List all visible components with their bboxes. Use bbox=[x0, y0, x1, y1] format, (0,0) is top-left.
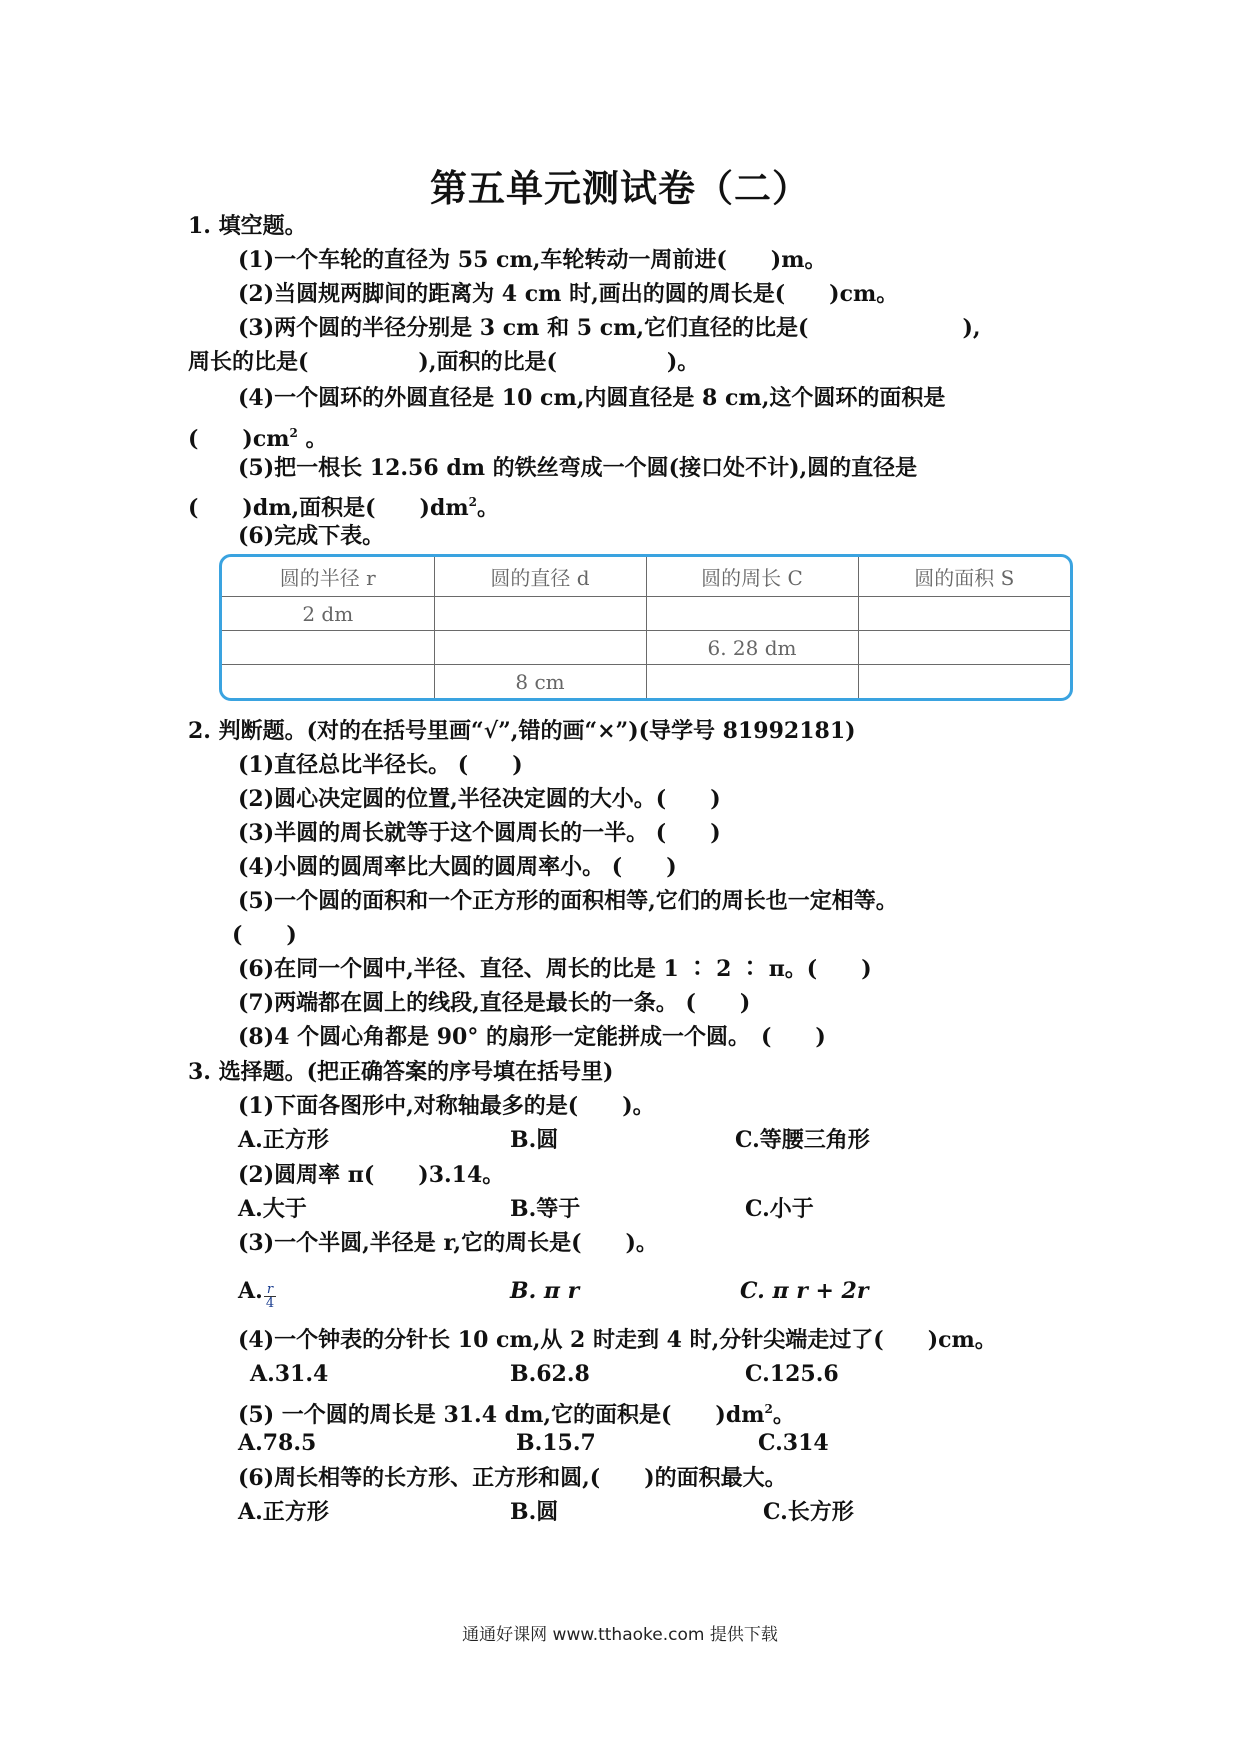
s2-question-1: (1)直径总比半径长。 ( ) bbox=[238, 752, 523, 778]
q5-text: (5) 一个圆的周长是 31.4 dm,它的面积是( )dm bbox=[238, 1402, 765, 1428]
section-1-heading: 1. 填空题。 bbox=[188, 213, 307, 239]
s2-question-6: (6)在同一个圆中,半径、直径、周长的比是 1 ∶ 2 ∶ π。( ) bbox=[238, 956, 872, 982]
s3-q3-option-a: A. bbox=[238, 1278, 263, 1304]
section-3-heading: 3. 选择题。(把正确答案的序号填在括号里) bbox=[188, 1059, 614, 1085]
s3-question-2: (2)圆周率 π( )3.14。 bbox=[238, 1162, 505, 1188]
s3-q4-option-c: C.125.6 bbox=[745, 1361, 839, 1387]
section-2-heading: 2. 判断题。(对的在括号里画“√”,错的画“×”)(导学号 81992181) bbox=[188, 718, 856, 744]
s2-question-3: (3)半圆的周长就等于这个圆周长的一半。 ( ) bbox=[238, 820, 721, 846]
circle-table bbox=[219, 554, 1073, 701]
table-cell bbox=[858, 665, 1070, 698]
table-cell: 6. 28 dm bbox=[646, 631, 858, 665]
table-cell bbox=[646, 665, 858, 698]
s3-q1-option-c: C.等腰三角形 bbox=[735, 1127, 870, 1153]
s1-question-5: (5)把一根长 12.56 dm 的铁丝弯成一个圆(接口处不计),圆的直径是 bbox=[238, 455, 918, 481]
s3-q5-option-b: B.15.7 bbox=[516, 1430, 596, 1456]
s2-question-5: (5)一个圆的面积和一个正方形的面积相等,它们的周长也一定相等。 bbox=[238, 888, 898, 914]
s1-question-3-cont: 周长的比是( ),面积的比是( )。 bbox=[188, 349, 700, 375]
s3-question-4: (4)一个钟表的分针长 10 cm,从 2 时走到 4 时,分针尖端走过了( )cm。 bbox=[238, 1327, 997, 1353]
s3-question-3: (3)一个半圆,半径是 r,它的周长是( )。 bbox=[238, 1230, 658, 1256]
s3-q6-option-b: B.圆 bbox=[510, 1499, 559, 1525]
s3-question-6: (6)周长相等的长方形、正方形和圆,( )的面积最大。 bbox=[238, 1465, 787, 1491]
s3-q3-fraction bbox=[264, 1283, 276, 1310]
table-cell bbox=[646, 597, 858, 631]
table-cell bbox=[434, 597, 646, 631]
s3-q6-option-a: A.正方形 bbox=[238, 1499, 329, 1525]
q5-superscript: 2 bbox=[764, 1402, 773, 1416]
table-header-row bbox=[222, 557, 1070, 597]
s3-q2-option-a: A.大于 bbox=[238, 1196, 307, 1222]
footer-source: 通通好课网 www.tthaoke.com 提供下载 bbox=[462, 1625, 778, 1645]
q5-end: 。 bbox=[476, 495, 499, 521]
s3-question-1: (1)下面各图形中,对称轴最多的是( )。 bbox=[238, 1093, 655, 1119]
s3-q2-option-b: B.等于 bbox=[510, 1196, 581, 1222]
s3-q3-option-c: C. π r + 2r bbox=[740, 1278, 869, 1304]
table-row bbox=[222, 597, 1070, 631]
table-header-cell: 圆的面积 S bbox=[858, 557, 1070, 597]
s3-q1-option-a: A.正方形 bbox=[238, 1127, 329, 1153]
table-cell bbox=[222, 665, 434, 698]
s1-question-3: (3)两个圆的半径分别是 3 cm 和 5 cm,它们直径的比是( ), bbox=[238, 315, 981, 341]
s3-question-5 bbox=[238, 1394, 795, 1430]
table-row bbox=[222, 665, 1070, 698]
s2-question-7: (7)两端都在圆上的线段,直径是最长的一条。 ( ) bbox=[238, 990, 751, 1016]
s1-question-4-cont bbox=[188, 418, 328, 454]
s1-question-2: (2)当圆规两脚间的距离为 4 cm 时,画出的圆的周长是( )cm。 bbox=[238, 281, 899, 307]
table-cell bbox=[858, 597, 1070, 631]
table-header-cell: 圆的周长 C bbox=[646, 557, 858, 597]
s1-question-4: (4)一个圆环的外圆直径是 10 cm,内圆直径是 8 cm,这个圆环的面积是 bbox=[238, 385, 946, 411]
fraction-denominator: 4 bbox=[265, 1296, 275, 1311]
q5-end: 。 bbox=[772, 1402, 795, 1428]
s3-q4-option-b: B.62.8 bbox=[510, 1361, 590, 1387]
s1-question-1: (1)一个车轮的直径为 55 cm,车轮转动一周前进( )m。 bbox=[238, 247, 827, 273]
q4-superscript: 2 bbox=[289, 426, 298, 440]
table-cell bbox=[222, 631, 434, 665]
s3-q6-option-c: C.长方形 bbox=[763, 1499, 854, 1525]
s3-q1-option-b: B.圆 bbox=[510, 1127, 559, 1153]
s2-question-5-cont: ( ) bbox=[232, 922, 297, 948]
table-cell bbox=[434, 631, 646, 665]
s3-q3-option-b: B. π r bbox=[510, 1278, 580, 1304]
s1-question-6: (6)完成下表。 bbox=[238, 523, 385, 549]
s3-q5-option-c: C.314 bbox=[758, 1430, 829, 1456]
page-title: 第五单元测试卷（二） bbox=[430, 167, 810, 210]
s2-question-2: (2)圆心决定圆的位置,半径决定圆的大小。( ) bbox=[238, 786, 721, 812]
table-cell bbox=[858, 631, 1070, 665]
q4-text: ( )cm bbox=[188, 426, 290, 452]
s1-question-5-cont bbox=[188, 487, 499, 523]
table-cell: 8 cm bbox=[434, 665, 646, 698]
s3-q5-option-a: A.78.5 bbox=[238, 1430, 317, 1456]
q5-text: ( )dm,面积是( )dm bbox=[188, 495, 469, 521]
s3-q2-option-c: C.小于 bbox=[745, 1196, 814, 1222]
table-cell: 2 dm bbox=[222, 597, 434, 631]
fraction-numerator: r bbox=[264, 1283, 276, 1297]
s3-q4-option-a: A.31.4 bbox=[250, 1361, 329, 1387]
table-header-cell: 圆的直径 d bbox=[434, 557, 646, 597]
table-header-cell: 圆的半径 r bbox=[222, 557, 434, 597]
table-row bbox=[222, 631, 1070, 665]
q5-superscript: 2 bbox=[468, 495, 477, 509]
s2-question-8: (8)4 个圆心角都是 90° 的扇形一定能拼成一个圆。 ( ) bbox=[238, 1024, 826, 1050]
q4-end: 。 bbox=[297, 426, 328, 452]
s2-question-4: (4)小圆的圆周率比大圆的圆周率小。 ( ) bbox=[238, 854, 677, 880]
